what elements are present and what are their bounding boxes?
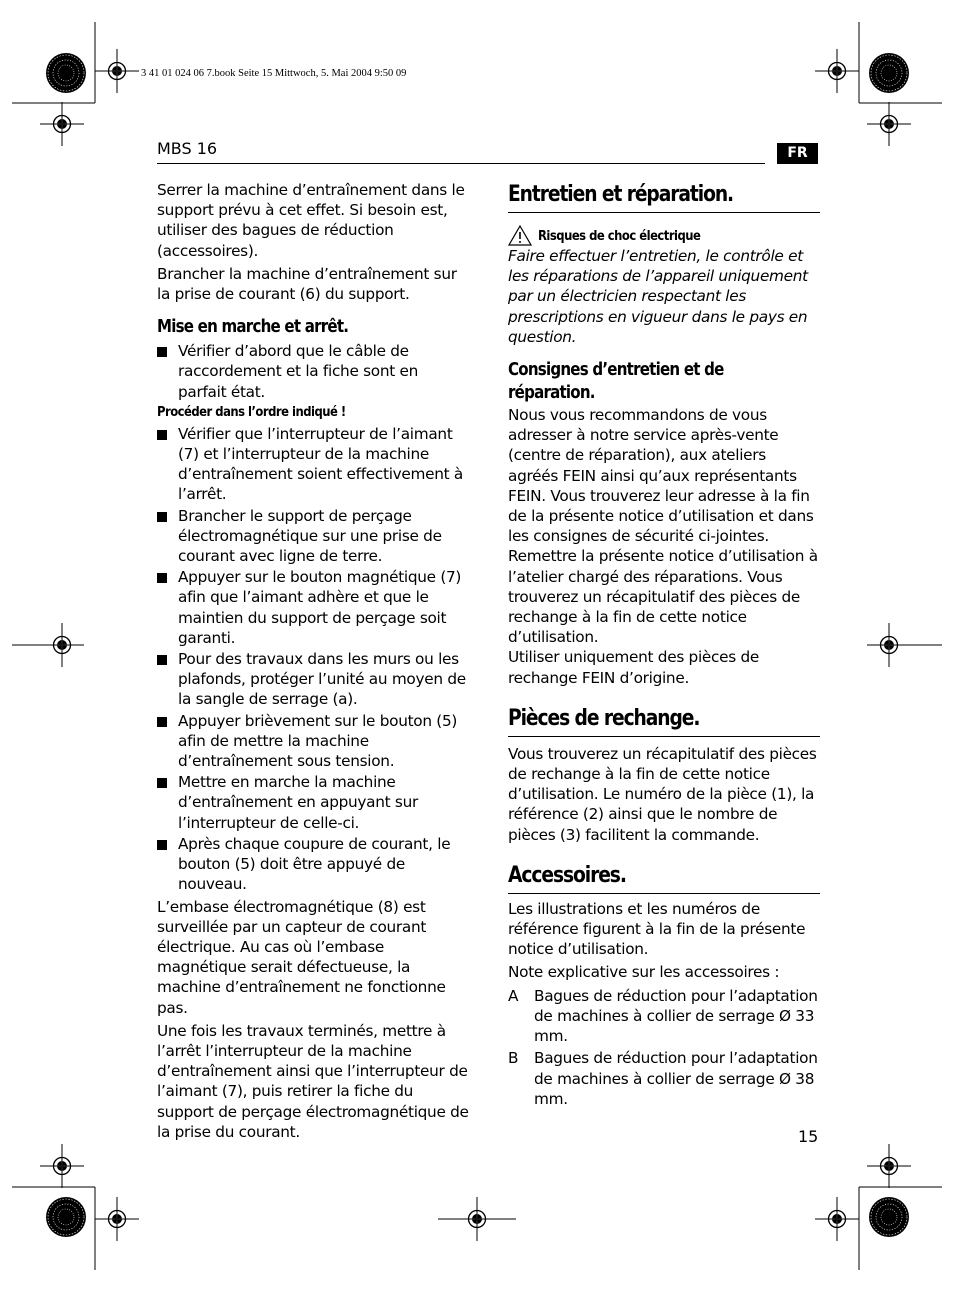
header-title: MBS 16: [157, 139, 218, 158]
list-item: Après chaque coupure de courant, le bouton (5) doit être appuyé de nouveau.: [157, 834, 469, 895]
heading-accessories: Accessoires.: [508, 861, 626, 888]
list-item: A Bagues de réduction pour l’adaptation de machines à collier de serrage Ø 33 mm.: [508, 986, 818, 1046]
list-item: Brancher le support de perçage électromagnétique sur une prise de courant avec ligne de terre.: [157, 506, 469, 567]
bullet-icon: [157, 717, 167, 727]
bullet-icon: [157, 573, 167, 583]
list-item: B Bagues de réduction pour l’adaptation de machines à collier de serrage Ø 38 mm.: [508, 1049, 818, 1108]
paragraph-finish: Une fois les travaux terminés, mettre à l’arrêt l’interrupteur de la machine d’entraînement ainsi que l’interrupteur de l’aimant (7), puis retirer la fiche du support de perçage électromagnétique de la prise du courant.: [157, 1021, 469, 1141]
heading-spare-parts: Pièces de rechange.: [508, 704, 700, 731]
list-item: Pour des travaux dans les murs ou les plafonds, protéger l’unité au moyen de la sangle de serrage (a).: [157, 649, 469, 710]
list-item: Vérifier d’abord que le câble de raccordement et la fiche sont en parfait état.: [157, 341, 469, 402]
heading-rule: [508, 736, 820, 737]
warning-title: [508, 225, 820, 246]
heading-consignes-line2: réparation.: [508, 383, 595, 404]
paragraph-mount: Serrer la machine d’entraînement dans le support prévu à cet effet. Si besoin est, utiliser des bagues de réduction (accessoires).: [157, 181, 465, 260]
warning-icon: [508, 225, 532, 246]
paragraph-sensor: L’embase électromagnétique (8) est surveillée par un capteur de courant électrique. Au cas où l’embase magnétique serait défectueuse, la machine d’entraînement ne fonctionne pas.: [157, 897, 446, 1017]
paragraph-plug: Brancher la machine d’entraînement sur la prise de courant (6) du support.: [157, 264, 457, 304]
bullet-icon: [157, 347, 167, 357]
paragraph-original-parts: Utiliser uniquement des pièces de rechange FEIN d’origine.: [508, 648, 759, 687]
warning-heading: Risques de choc électrique: [538, 227, 701, 244]
paragraph-spare-parts: Vous trouverez un récapitulatif des pièces de rechange à la fin de cette notice d’utilisation. Le numéro de la pièce (1), la référence (2) ainsi que le nombre de pièces (3) facilitent la commande.: [508, 744, 817, 844]
warning-text: Faire effectuer l’entretien, le contrôle et les réparations de l’appareil uniquement par un électricien respectant les prescriptions en vigueur dans le pays en question.: [508, 247, 808, 346]
paragraph-service: Nous vous recommandons de vous adresser à notre service après-vente (centre de réparation), aux ateliers agréés FEIN ainsi qu’aux représentants FEIN. Vous trouverez leur adresse à la fin de la présente notice d’utilisation et dans les consignes de sécurité ci-jointes.: [508, 406, 814, 546]
check-list: [157, 341, 469, 402]
list-item: Appuyer brièvement sur le bouton (5) afin de mettre la machine d’entraînement sous tension.: [157, 711, 469, 772]
paragraph-accessories: Les illustrations et les numéros de référence figurent à la fin de la présente notice d’utilisation.: [508, 899, 806, 959]
bullet-icon: [157, 655, 167, 665]
page-number: 15: [798, 1127, 819, 1146]
left-column: [157, 180, 469, 1145]
list-item: Vérifier que l’interrupteur de l’aimant (7) et l’interrupteur de la machine d’entraînement soient effectivement à l’arrêt.: [157, 424, 469, 505]
heading-start-stop: Mise en marche et arrêt.: [157, 317, 349, 338]
heading-maintenance: Entretien et réparation.: [508, 181, 734, 207]
bullet-icon: [157, 778, 167, 788]
header-rule: [157, 163, 765, 164]
right-column: [508, 180, 820, 1111]
heading-consignes-line1: Consignes d’entretien et de: [508, 360, 724, 381]
list-item: Mettre en marche la machine d’entraînement en appuyant sur l’interrupteur de celle-ci.: [157, 772, 469, 833]
heading-rule: [508, 212, 820, 213]
accessories-list: [508, 986, 820, 1109]
paragraph-accessories-note: Note explicative sur les accessoires :: [508, 963, 780, 982]
subheading-order: Procéder dans l’ordre indiqué !: [157, 403, 346, 420]
bullet-icon: [157, 430, 167, 440]
print-info: 3 41 01 024 06 7.book Seite 15 Mittwoch, 5. Mai 2004 9:50 09: [141, 68, 407, 79]
list-item: Appuyer sur le bouton magnétique (7) afin que l’aimant adhère et que le maintien du support de perçage soit garanti.: [157, 567, 469, 648]
steps-list: [157, 424, 469, 895]
paragraph-workshop: Remettre la présente notice d’utilisation à l’atelier chargé des réparations. Vous trouverez un récapitulatif des pièces de rechange à la fin de cette notice d’utilisation.: [508, 547, 818, 647]
language-badge: FR: [777, 143, 818, 164]
bullet-icon: [157, 512, 167, 522]
heading-rule: [508, 893, 820, 894]
bullet-icon: [157, 840, 167, 850]
